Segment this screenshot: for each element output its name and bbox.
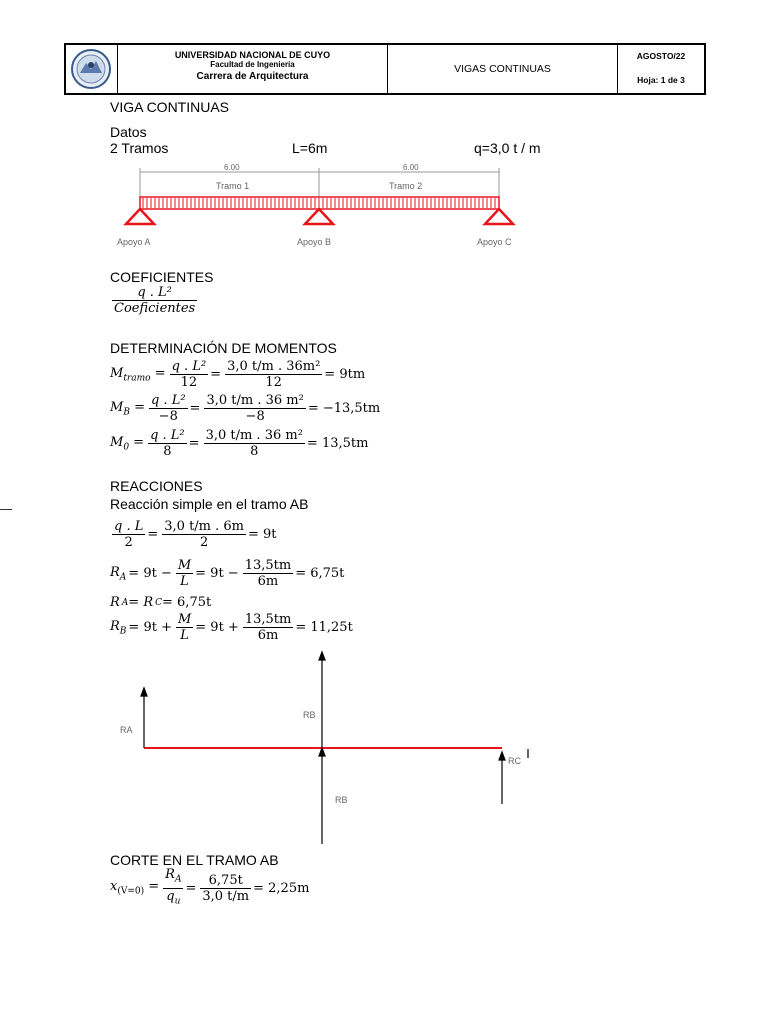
- rb-arrow-bottom: [319, 748, 325, 756]
- m3-result: = 13,5tm: [306, 436, 369, 451]
- shear-eq: $x_{(V=0)}$ = $\frac{R_A}{q_u}$ = $\frac{6,75t}{3,0 t/m}$ = 2,25m: [110, 867, 310, 907]
- section-title-viga: VIGA CONTINUAS: [110, 99, 230, 115]
- m3-lhs: M: [110, 434, 124, 450]
- rarc-sub2: C: [155, 597, 163, 608]
- page-number: Hoja: 1 de 3: [637, 75, 685, 85]
- ra-eq: [110, 558, 346, 589]
- moments-title: DETERMINACIÓN DE MOMENTOS: [110, 340, 337, 356]
- rarc-text2: = R: [128, 595, 154, 610]
- ra-lhs: R: [110, 564, 120, 580]
- shear-x: x: [110, 879, 118, 895]
- r1-f2-num: 3,0 t/m . 6m: [164, 519, 244, 534]
- rarc-sub1: A: [121, 597, 129, 608]
- rb-fv-num: 13,5tm: [244, 612, 292, 627]
- m2-result: = −13,5tm: [307, 401, 381, 416]
- m1-result: = 9tm: [324, 367, 366, 382]
- rb-fm-den: L: [180, 628, 189, 643]
- career-name: Carrera de Arquitectura: [196, 71, 309, 82]
- m2-sub: B: [123, 407, 130, 418]
- rb-arrow-top: [319, 652, 325, 660]
- m3-f1-den: 8: [163, 444, 172, 459]
- support-b-label: Apoyo B: [297, 237, 332, 247]
- rb-eq: [110, 612, 355, 643]
- ra-mid2: = 9t −: [195, 566, 239, 581]
- support-c-label: Apoyo C: [477, 237, 512, 247]
- m3-f2-den: 8: [250, 444, 259, 459]
- span2-label: Tramo 2: [389, 181, 423, 191]
- ra-arrow: [141, 688, 147, 696]
- tramos-label: 2 Tramos: [110, 140, 169, 156]
- ra-mid: = 9t −: [128, 566, 172, 581]
- r1-f1-num: q . L: [114, 519, 144, 534]
- rb-top-label: RB: [303, 710, 316, 720]
- m1-lhs: M: [110, 365, 124, 381]
- university-block: [118, 45, 388, 93]
- date-text: AGOSTO/22: [636, 51, 686, 61]
- reaction-diagram: [110, 648, 540, 848]
- m3-sub: 0: [123, 442, 130, 453]
- shear-x-sub: (V=0): [117, 886, 145, 897]
- coef-title: COEFICIENTES: [110, 269, 214, 285]
- shear-f1-den: q: [166, 888, 175, 904]
- faculty-name: Facultad de Ingeniería: [210, 60, 295, 69]
- m2-f1-num: q . L²: [150, 393, 186, 408]
- m2-lhs: M: [110, 399, 124, 415]
- date-block: [618, 45, 704, 93]
- m1-f2-num: 3,0 t/m . 36m²: [227, 359, 321, 374]
- shear-f1-num: R: [165, 867, 175, 882]
- r1-result: = 9t: [248, 527, 277, 542]
- coef-den: Coeficientes: [114, 301, 196, 316]
- m2-f1-den: −8: [158, 409, 178, 424]
- reactions-title: REACCIONES: [110, 478, 203, 494]
- load-label: q=3,0 t / m: [474, 140, 541, 156]
- m1-f2-den: 12: [265, 375, 282, 390]
- university-name: UNIVERSIDAD NACIONAL DE CUYO: [174, 50, 331, 60]
- document-title: [388, 45, 618, 93]
- length-label: L=6m: [292, 140, 328, 156]
- rb-mid: = 9t +: [128, 620, 172, 635]
- ra-sub: A: [119, 572, 127, 583]
- moment-0-eq: $M_0$ = $\frac{\text{q . L²}}{8}$ = $\frac{\text{3,0 t/m . 36 m²}}{8}$ = 13,5tm: [110, 428, 369, 459]
- rarc-text1: R: [110, 595, 120, 610]
- shear-f2-den: 3,0 t/m: [202, 888, 250, 904]
- datos-label: Datos: [110, 124, 147, 140]
- m1-f1-den: 12: [180, 375, 198, 390]
- rc-arrow: [499, 752, 505, 760]
- rb-result: = 11,25t: [295, 620, 353, 635]
- moment-tramo-eq: $M_{tramo}$ = $\frac{\text{q . L²}}{12}$ = $\frac{\text{3,0 t/m . 36m²}}{12}$ = 9tm: [110, 359, 366, 390]
- ra-fm-den: L: [180, 574, 189, 589]
- university-logo: [66, 45, 118, 93]
- coef-formula: [110, 285, 199, 316]
- m3-f2-num: 3,0 t/m . 36 m²: [205, 428, 303, 443]
- shear-f1-den-sub: u: [174, 896, 181, 907]
- rc-label: RC: [508, 756, 521, 766]
- m2-f2-num: 3,0 t/m . 36 m²: [206, 393, 304, 408]
- span2-dimension: 6.00: [403, 163, 419, 172]
- ra-fv-den: 6m: [257, 574, 279, 589]
- shear-result: = 2,25m: [253, 880, 310, 896]
- ra-rc-eq: [110, 595, 213, 610]
- ra-fv-num: 13,5tm: [244, 558, 292, 573]
- moment-b-eq: $M_B$ = $\frac{\text{q . L²}}{-8}$ = $\frac{\text{3,0 t/m . 36 m²}}{-8}$ = −13,5tm: [110, 393, 381, 424]
- m3-f1-num: q . L²: [150, 428, 185, 443]
- shear-f2-num: 6,75t: [200, 873, 251, 889]
- rarc-result: = 6,75t: [162, 595, 212, 610]
- rb-fm-num: M: [177, 612, 192, 627]
- rb-lhs: R: [110, 618, 120, 634]
- shear-f1-num-sub: A: [174, 874, 182, 885]
- ra-fm-num: M: [177, 558, 192, 573]
- document-header: [64, 43, 706, 95]
- m2-f2-den: −8: [245, 409, 265, 424]
- document-title-text: VIGAS CONTINUAS: [454, 63, 551, 75]
- ra-result: = 6,75t: [295, 566, 345, 581]
- margin-mark: [0, 509, 12, 510]
- rb-fv-den: 6m: [257, 628, 279, 643]
- r1-f1-den: 2: [124, 535, 133, 550]
- ra-label: RA: [120, 725, 133, 735]
- simple-reaction-eq: $\frac{q . L}{2}$ = $\frac{3,0 t/m . 6m}{2}$ = 9t: [114, 519, 277, 550]
- shear-title: CORTE EN EL TRAMO AB: [110, 852, 279, 868]
- coef-num: q . L²: [112, 285, 197, 301]
- span1-label: Tramo 1: [216, 181, 250, 191]
- reactions-subtitle: Reacción simple en el tramo AB: [110, 496, 309, 512]
- m1-f1-num: q . L²: [171, 359, 207, 374]
- m1-sub: tramo: [123, 373, 151, 384]
- support-a-label: Apoyo A: [117, 237, 151, 247]
- r1-f2-den: 2: [199, 535, 209, 550]
- span1-dimension: 6.00: [224, 163, 240, 172]
- rb-bottom-label: RB: [335, 795, 348, 805]
- rb-sub: B: [119, 626, 127, 637]
- rb-mid2: = 9t +: [195, 620, 239, 635]
